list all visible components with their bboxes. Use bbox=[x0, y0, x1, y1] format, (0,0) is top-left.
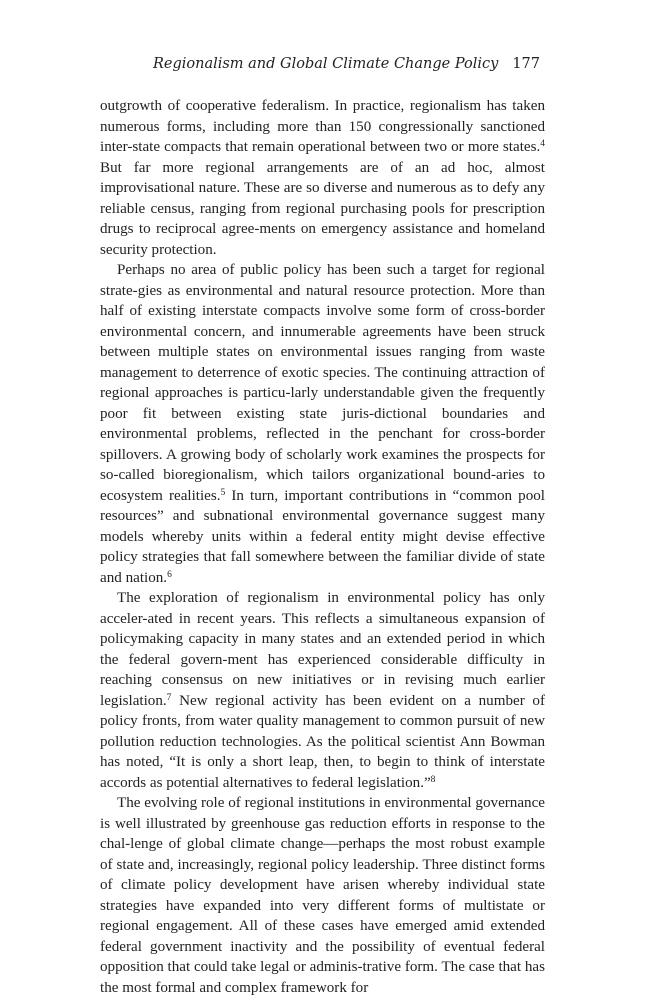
paragraph-1 bbox=[100, 96, 545, 260]
text-segment: The evolving role of regional institutions in environmental governance is well illustrated by greenhouse gas reduction efforts in response to the chal-lenge of global climate change—perhaps the most robust example of state and, increasingly, regional policy leadership. Three distinct forms of climate policy development have arisen whereby individual state strategies have expanded into very different forms of multistate or regional engagement. All of these cases have emerged amid extended federal government inactivity and the possibility of eventual federal opposition that could take legal or adminis-trative form. The case that has the most formal and complex framework for bbox=[100, 795, 545, 996]
page-number: 177 bbox=[512, 56, 540, 72]
paragraph-2 bbox=[100, 260, 545, 588]
running-head bbox=[153, 55, 540, 73]
text-segment: The exploration of regionalism in environmental policy has only acceler-ated in recent years. This reflects a simultaneous expansion of policymaking capacity in many states and an extended period in which the federal govern-ment has experienced considerable difficulty in reaching consensus on new initiatives or in revising much earlier legislation. bbox=[100, 590, 545, 709]
text-segment: In turn, important contributions in “common pool resources” and subnational environmental governance suggest many models whereby units within a federal entity might devise effective policy strategies that fall somewhere between the familiar divide of state and nation. bbox=[100, 487, 545, 586]
running-head-title: Regionalism and Global Climate Change Policy bbox=[152, 56, 499, 72]
text-segment: outgrowth of cooperative federalism. In practice, regionalism has taken numerous forms, including more than 150 congressionally sanctioned inter-state compacts that remain operational between two or more states. bbox=[100, 98, 545, 155]
text-segment: New regional activity has been evident on a number of policy fronts, from water quality management to common pursuit of new pollution reduction technologies. As the political scientist Ann Bowman has noted, “It is only a short leap, then, to begin to think of interstate accords as potential alternatives to federal legislation.” bbox=[100, 692, 545, 791]
text-segment: But far more regional arrangements are of an ad hoc, almost improvisational nature. These are so diverse and numerous as to defy any reliable census, ranging from regional purchasing pools for prescription drugs to reciprocal agree-ments on emergency assistance and homeland security protection. bbox=[100, 159, 545, 258]
text-segment: Perhaps no area of public policy has been such a target for regional strate-gies as environmental and natural resource protection. More than half of existing interstate compacts involve some form of cross-border environmental concern, and innumerable agreements have been struck between multiple states on environmental issues ranging from waste management to deterrence of exotic species. The continuing attraction of regional approaches is particu-larly understandable given the frequently poor fit between existing state juris-dictional boundaries and environmental problems, reflected in the penchant for cross-border spillovers. A growing body of scholarly work examines the prospects for so-called bioregionalism, which tailors organizational bound-aries to ecosystem realities. bbox=[100, 262, 545, 504]
footnote-marker-7: 7 bbox=[166, 692, 172, 703]
footnote-marker-6: 6 bbox=[167, 569, 172, 580]
paragraph-4 bbox=[100, 793, 545, 998]
footnote-marker-4: 4 bbox=[540, 139, 545, 149]
footnote-marker-8: 8 bbox=[430, 774, 436, 785]
footnote-marker-5: 5 bbox=[220, 487, 226, 498]
body-text bbox=[100, 96, 545, 998]
paragraph-3 bbox=[100, 588, 545, 793]
